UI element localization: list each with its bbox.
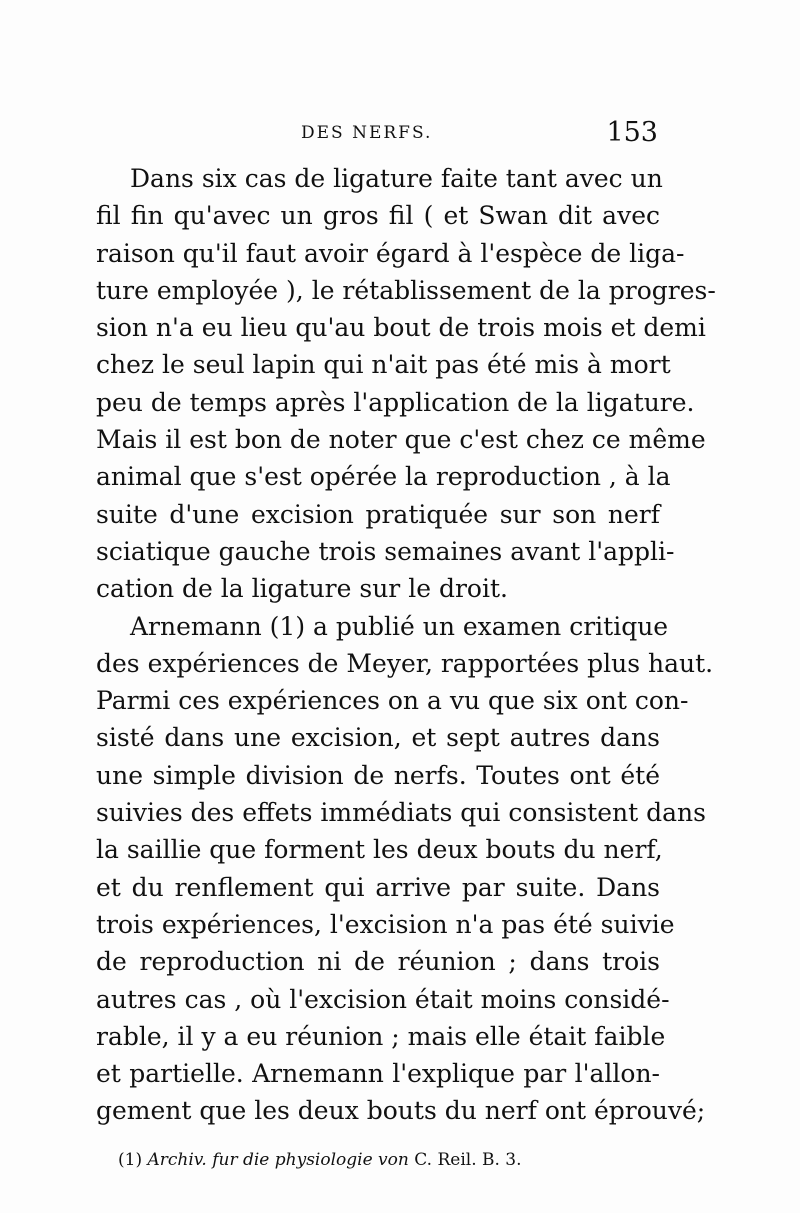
- text-line: chez le seul lapin qui n'ait pas été mis à mort: [96, 350, 671, 380]
- text-line: Dans six cas de ligature faite tant avec un: [130, 164, 663, 193]
- text-line: une simple division de nerfs. Toutes ont été: [96, 760, 660, 790]
- running-head: [96, 117, 660, 151]
- text-line: peu de temps après l'application de la ligature.: [96, 387, 695, 417]
- text-line: suivies des effets immédiats qui consistent dans: [96, 798, 706, 828]
- text-line: des expériences de Meyer, rapportées plus haut.: [96, 648, 714, 678]
- text-line: gement que les deux bouts du nerf ont éprouvé;: [96, 1096, 706, 1126]
- text-line: et du renflement qui arrive par suite. Dans: [96, 872, 660, 902]
- footnote: [118, 1150, 522, 1170]
- text-line: Mais il est bon de noter que c'est chez ce même: [96, 425, 706, 455]
- text-line: ture employée ), le rétablissement de la progres-: [96, 275, 716, 305]
- text-line: et partielle. Arnemann l'explique par l'allon-: [96, 1059, 660, 1089]
- footnote-source-title: Archiv. fur die physiologie von: [147, 1150, 409, 1170]
- running-title: DES NERFS.: [301, 123, 433, 143]
- text-line: animal que s'est opérée la reproduction , à la: [96, 462, 671, 492]
- text-line: sion n'a eu lieu qu'au bout de trois mois et demi: [96, 313, 706, 343]
- body-text: [96, 160, 716, 1130]
- text-line: suite d'une excision pratiquée sur son nerf: [96, 499, 660, 529]
- text-line: de reproduction ni de réunion ; dans trois: [96, 947, 660, 977]
- text-line: la saillie que forment les deux bouts du nerf,: [96, 835, 663, 865]
- text-line: Parmi ces expériences on a vu que six ont con-: [96, 686, 689, 716]
- text-line: cation de la ligature sur le droit.: [96, 574, 508, 604]
- text-line: raison qu'il faut avoir égard à l'espèce de liga-: [96, 238, 685, 268]
- text-line: fil fin qu'avec un gros fil ( et Swan dit avec: [96, 201, 660, 231]
- text-line: Arnemann (1) a publié un examen critique: [130, 611, 669, 641]
- text-line: autres cas , où l'excision était moins considé-: [96, 984, 670, 1014]
- text-line: sisté dans une excision, et sept autres dans: [96, 723, 660, 753]
- text-line: rable, il y a eu réunion ; mais elle était faible: [96, 1021, 666, 1051]
- footnote-source-detail: C. Reil. B. 3.: [414, 1150, 522, 1170]
- text-line: sciatique gauche trois semaines avant l'appli-: [96, 536, 675, 566]
- text-line: trois expériences, l'excision n'a pas été suivie: [96, 909, 675, 939]
- page-number: 153: [606, 117, 658, 148]
- footnote-marker: (1): [118, 1150, 143, 1170]
